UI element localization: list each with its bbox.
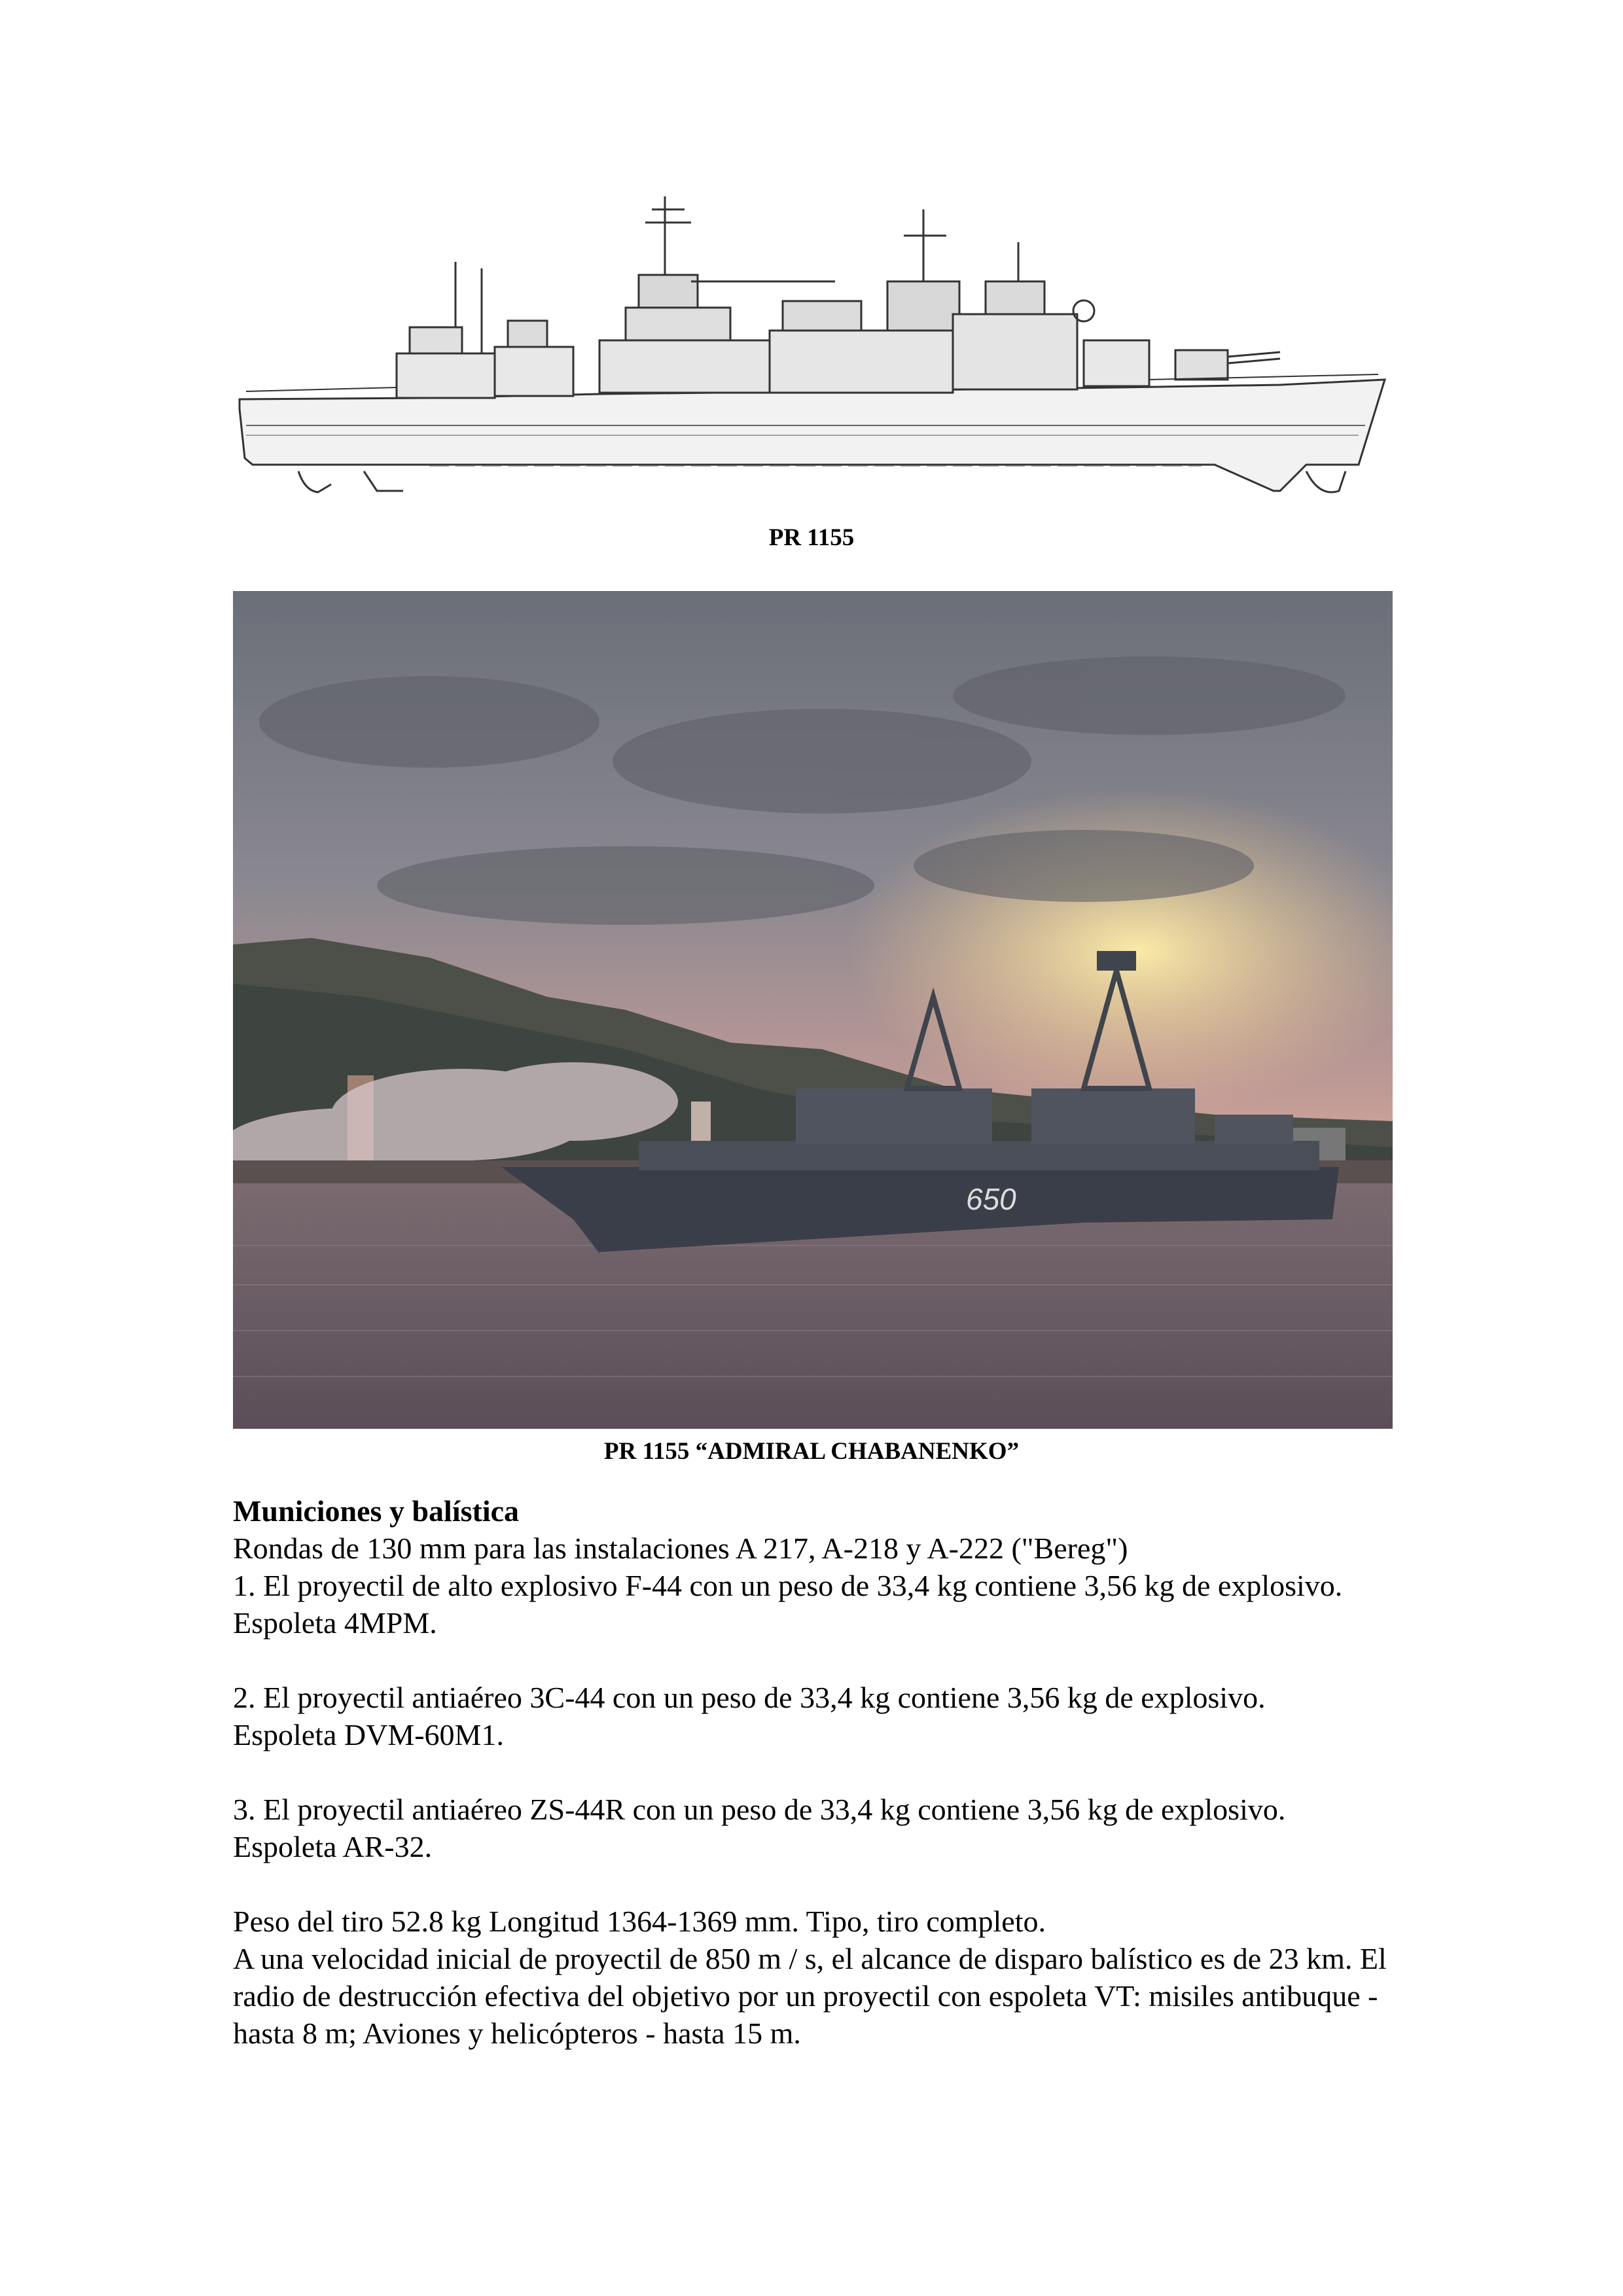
paragraph-4-line-1: Peso del tiro 52.8 kg Longitud 1364-1369 mm. Tipo, tiro completo. (233, 1905, 1046, 1938)
paragraph-3-line-1: 3. El proyectil antiaéreo ZS-44R con un peso de 33,4 kg contiene 3,56 kg de explosivo. (233, 1793, 1286, 1826)
paragraph-4-line-2: A una velocidad inicial de proyectil de 850 m / s, el alcance de disparo balístico es de 23 km. El radio de destrucción efectiva del objetivo por un proyectil con espoleta VT: misiles antibuque - hasta 8 m; Aviones y helicópteros - hasta 15 m. (233, 1942, 1387, 2050)
spacer (233, 1865, 1398, 1903)
figure-caption-photo: PR 1155 “ADMIRAL CHABANENKO” (603, 1438, 1020, 1465)
spacer (233, 1641, 1398, 1679)
destroyer-photo-icon (233, 591, 1393, 1429)
paragraph-2-line-1: 2. El proyectil antiaéreo 3C-44 con un peso de 33,4 kg contiene 3,56 kg de explosivo. (233, 1681, 1266, 1714)
paragraph-1-line-1: Rondas de 130 mm para las instalaciones A 217, A-218 y A-222 ("Bereg") (233, 1532, 1128, 1565)
figure-caption-drawing: PR 1155 (768, 524, 855, 551)
ship-photo (233, 591, 1393, 1429)
paragraph-3-line-2: Espoleta AR-32. (233, 1830, 433, 1863)
ship-profile-drawing (233, 183, 1393, 511)
spacer (233, 1753, 1398, 1791)
paragraph-1-line-3: Espoleta 4MPM. (233, 1606, 437, 1640)
paragraph-2-line-2: Espoleta DVM-60M1. (233, 1718, 504, 1751)
hull-number: 650 (966, 1182, 1016, 1216)
ship-drawing-icon (233, 183, 1393, 511)
section-heading: Municiones y balística (233, 1494, 520, 1528)
ammunition-section (233, 1492, 1398, 2052)
paragraph-1-line-2: 1. El proyectil de alto explosivo F-44 con un peso de 33,4 kg contiene 3,56 kg de explosivo. (233, 1569, 1343, 1602)
